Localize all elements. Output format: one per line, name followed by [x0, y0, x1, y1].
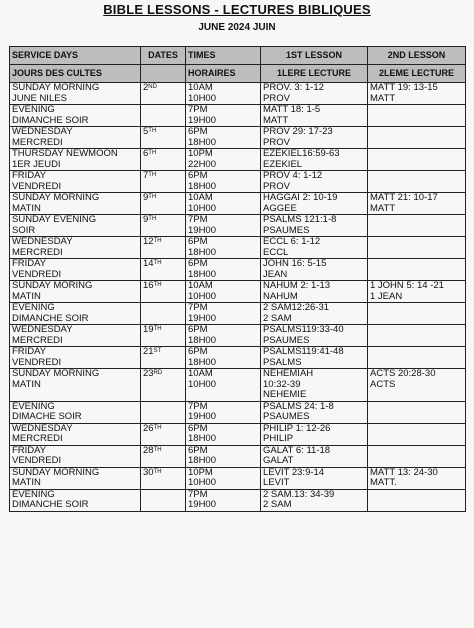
time-cell [186, 303, 261, 325]
first-lesson-cell [261, 127, 368, 149]
date-number: 16 [143, 280, 154, 291]
first-lesson-cell [261, 423, 368, 445]
time-cell [186, 401, 261, 423]
first-lesson-cell-line: PROV [263, 92, 290, 104]
header-horaires: HORAIRES [186, 65, 261, 83]
time-cell-line: 10H00 [188, 290, 216, 302]
time-cell [186, 149, 261, 171]
date-cell [141, 193, 186, 215]
service-day-cell-line: MATIN [12, 378, 41, 390]
time-cell-line: 18H00 [188, 356, 216, 368]
date-number: 9 [143, 214, 149, 225]
table-row [10, 193, 466, 215]
date-number: 30 [143, 467, 154, 478]
time-cell-line: 18H00 [188, 180, 216, 192]
service-day-cell-line: WEDNESDAY [12, 324, 73, 335]
time-cell-line: 19H00 [188, 411, 216, 422]
service-day-cell-line: EVENING [12, 489, 55, 500]
header-service-days: SERVICE DAYS [10, 47, 141, 65]
service-day-cell-line: WEDNESDAY [12, 423, 73, 434]
second-lesson-cell [368, 423, 466, 445]
first-lesson-cell-line: PSALMS 24: 1-8 [263, 401, 334, 412]
second-lesson-cell [368, 325, 466, 347]
service-day-cell [10, 347, 141, 369]
date-number: 6 [143, 148, 149, 159]
date-suffix: TH [153, 468, 162, 475]
table-row [10, 127, 466, 149]
first-lesson-cell-line: NEHEMIAH [263, 368, 314, 379]
service-day-cell [10, 369, 141, 402]
date-cell [141, 423, 186, 445]
service-day-cell [10, 467, 141, 489]
service-day-cell-line: FRIDAY [12, 346, 47, 357]
first-lesson-cell [261, 325, 368, 347]
second-lesson-cell [368, 281, 466, 303]
service-day-cell-line: MATIN [12, 290, 41, 302]
header-premiere-lecture: 1LERE LECTURE [261, 65, 368, 83]
second-lesson-cell [368, 171, 466, 193]
first-lesson-cell [261, 281, 368, 303]
first-lesson-cell-line: MATT [263, 114, 289, 126]
time-cell-line: 18H00 [188, 433, 216, 444]
first-lesson-cell [261, 489, 368, 511]
first-lesson-cell-line: 2 SAM [263, 312, 292, 324]
table-row [10, 281, 466, 303]
date-suffix: ST [153, 348, 162, 354]
time-cell-line: 6PM [188, 258, 208, 269]
service-day-cell-line: DIMANCHE SOIR [12, 114, 89, 126]
first-lesson-cell-line: PSALMS119:33-40 [263, 324, 344, 335]
table-row [10, 347, 466, 369]
first-lesson-cell [261, 171, 368, 193]
service-day-cell-line: FRIDAY [12, 170, 47, 181]
date-cell [141, 105, 186, 127]
second-lesson-cell-line: ACTS [370, 378, 396, 390]
date-cell [141, 149, 186, 171]
first-lesson-cell [261, 105, 368, 127]
service-day-cell-line: MERCREDI [12, 246, 63, 258]
time-cell [186, 259, 261, 281]
first-lesson-cell [261, 83, 368, 105]
second-lesson-cell [368, 445, 466, 467]
time-cell-line: 6PM [188, 236, 208, 247]
service-day-cell-line: SOIR [12, 224, 36, 236]
time-cell-line: 10PM [188, 467, 213, 478]
first-lesson-cell-line: PSAUMES [263, 224, 310, 236]
time-cell-line: 10H00 [188, 378, 216, 390]
time-cell-line: 18H00 [188, 268, 216, 280]
service-day-cell-line: 1ER JEUDI [12, 158, 61, 170]
header-first-lesson: 1ST LESSON [261, 47, 368, 65]
date-cell [141, 127, 186, 149]
first-lesson-cell-line: LEVIT [263, 477, 290, 488]
table-row [10, 369, 466, 402]
time-cell-line: 18H00 [188, 455, 216, 466]
second-lesson-cell-line: 1 JEAN [370, 290, 403, 302]
first-lesson-cell [261, 445, 368, 467]
time-cell-line: 10AM [188, 368, 213, 379]
time-cell-line: 19H00 [188, 224, 216, 236]
service-day-cell-line: DIMACHE SOIR [12, 411, 82, 422]
second-lesson-cell [368, 149, 466, 171]
date-cell [141, 281, 186, 303]
service-day-cell-line: DIMANCHE SOIR [12, 499, 89, 510]
second-lesson-cell-line: MATT. [370, 477, 397, 488]
first-lesson-cell-line: ECCL 6: 1-12 [263, 236, 321, 247]
table-row [10, 489, 466, 511]
first-lesson-cell [261, 369, 368, 402]
first-lesson-cell-line: EZEKIEL [263, 158, 303, 170]
date-suffix: TH [153, 260, 162, 266]
second-lesson-cell-line: ACTS 20:28-30 [370, 368, 436, 379]
service-day-cell [10, 127, 141, 149]
first-lesson-cell-line: PROV [263, 136, 290, 148]
service-day-cell [10, 489, 141, 511]
time-cell-line: 10AM [188, 82, 213, 93]
second-lesson-cell [368, 489, 466, 511]
second-lesson-cell [368, 347, 466, 369]
date-suffix: ND [148, 84, 157, 90]
service-day-cell-line: MATIN [12, 202, 41, 214]
service-day-cell-line: EVENING [12, 401, 55, 412]
first-lesson-cell [261, 303, 368, 325]
service-day-cell-line: SUNDAY MORNING [12, 368, 100, 379]
service-day-cell-line: FRIDAY [12, 445, 47, 456]
service-day-cell-line: DIMANCHE SOIR [12, 312, 89, 324]
first-lesson-cell-line: AGGEE [263, 202, 297, 214]
time-cell [186, 489, 261, 511]
first-lesson-cell-line: NEHEMIE [263, 389, 307, 400]
table-row [10, 401, 466, 423]
second-lesson-cell [368, 127, 466, 149]
date-suffix: TH [148, 194, 157, 200]
header-row-english [10, 47, 466, 65]
service-day-cell [10, 445, 141, 467]
first-lesson-cell-line: PSALMS [263, 356, 302, 368]
first-lesson-cell [261, 347, 368, 369]
second-lesson-cell [368, 193, 466, 215]
first-lesson-cell-line: EZEKIEL16:59-63 [263, 148, 340, 159]
first-lesson-cell-line: PROV 29: 17-23 [263, 126, 333, 137]
time-cell-line: 7PM [188, 104, 208, 115]
time-cell-line: 7PM [188, 302, 208, 313]
header-deuxieme-lecture: 2LEME LECTURE [368, 65, 466, 83]
time-cell [186, 325, 261, 347]
table-row [10, 83, 466, 105]
first-lesson-cell-line: HAGGAI 2: 10-19 [263, 192, 338, 203]
service-day-cell [10, 423, 141, 445]
date-cell [141, 303, 186, 325]
date-number: 28 [143, 445, 154, 456]
first-lesson-cell [261, 215, 368, 237]
first-lesson-cell [261, 259, 368, 281]
first-lesson-cell-line: PHILIP [263, 433, 294, 444]
time-cell-line: 10PM [188, 148, 213, 159]
service-day-cell-line: VENDREDI [12, 455, 62, 466]
date-number: 23 [143, 368, 154, 379]
second-lesson-cell [368, 303, 466, 325]
time-cell [186, 105, 261, 127]
service-day-cell [10, 259, 141, 281]
date-cell [141, 401, 186, 423]
second-lesson-cell-line: MATT 21: 10-17 [370, 192, 438, 203]
table-row [10, 171, 466, 193]
table-row [10, 105, 466, 127]
first-lesson-cell-line: NAHUM [263, 290, 298, 302]
service-day-cell-line: VENDREDI [12, 180, 62, 192]
date-cell [141, 237, 186, 259]
first-lesson-cell [261, 237, 368, 259]
first-lesson-cell-line: PROV 4: 1-12 [263, 170, 323, 181]
date-cell [141, 259, 186, 281]
service-day-cell-line: THURSDAY NEWMOON [12, 148, 118, 159]
time-cell-line: 6PM [188, 324, 208, 335]
service-day-cell-line: MERCREDI [12, 334, 63, 346]
service-day-cell [10, 171, 141, 193]
first-lesson-cell-line: JOHN 16: 5-15 [263, 258, 327, 269]
first-lesson-cell-line: JEAN [263, 268, 288, 280]
date-number: 12 [143, 236, 154, 247]
service-day-cell-line: EVENING [12, 302, 55, 313]
service-day-cell-line: JUNE NILES [12, 92, 67, 104]
table-row [10, 445, 466, 467]
first-lesson-cell-line: LEVIT 23:9-14 [263, 467, 325, 478]
time-cell-line: 19H00 [188, 312, 216, 324]
time-cell [186, 347, 261, 369]
time-cell-line: 10AM [188, 280, 213, 291]
time-cell-line: 19H00 [188, 499, 216, 510]
first-lesson-cell-line: PROV. 3: 1-12 [263, 82, 324, 93]
date-cell [141, 171, 186, 193]
service-day-cell [10, 83, 141, 105]
service-day-cell [10, 105, 141, 127]
time-cell [186, 215, 261, 237]
time-cell-line: 6PM [188, 423, 208, 434]
time-cell-line: 10H00 [188, 92, 216, 104]
time-cell-line: 7PM [188, 214, 208, 225]
first-lesson-cell-line: 2 SAM [263, 499, 292, 510]
header-dates-fr [141, 65, 186, 83]
table-row [10, 303, 466, 325]
second-lesson-cell [368, 467, 466, 489]
second-lesson-cell-line: MATT 13: 24-30 [370, 467, 438, 478]
date-cell [141, 347, 186, 369]
service-day-cell [10, 303, 141, 325]
date-number: 14 [143, 258, 154, 269]
time-cell-line: 10H00 [188, 202, 216, 214]
time-cell-line: 10H00 [188, 477, 216, 488]
header-dates: DATES [141, 47, 186, 65]
time-cell [186, 369, 261, 402]
date-suffix: TH [148, 216, 157, 222]
header-jours: JOURS DES CULTES [10, 65, 141, 83]
page-subtitle: JUNE 2024 JUIN [198, 22, 276, 33]
first-lesson-cell [261, 149, 368, 171]
date-number: 7 [143, 170, 149, 181]
time-cell-line: 6PM [188, 170, 208, 181]
service-day-cell-line: FRIDAY [12, 258, 47, 269]
date-cell [141, 445, 186, 467]
service-day-cell-line: WEDNESDAY [12, 236, 73, 247]
first-lesson-cell-line: PSALMS119:41-48 [263, 346, 344, 357]
service-day-cell-line: SUNDAY MORNING [12, 192, 100, 203]
service-day-cell-line: VENDREDI [12, 268, 62, 280]
first-lesson-cell [261, 401, 368, 423]
date-cell [141, 489, 186, 511]
service-day-cell [10, 281, 141, 303]
service-day-cell-line: SUNDAY MORING [12, 280, 93, 291]
second-lesson-cell-line: 1 JOHN 5: 14 -21 [370, 280, 444, 291]
time-cell [186, 127, 261, 149]
service-day-cell-line: EVENING [12, 104, 55, 115]
lessons-table [9, 46, 466, 512]
second-lesson-cell [368, 237, 466, 259]
table-row [10, 237, 466, 259]
date-cell [141, 83, 186, 105]
date-suffix: TH [148, 128, 157, 134]
second-lesson-cell [368, 83, 466, 105]
service-day-cell [10, 193, 141, 215]
first-lesson-cell-line: ECCL [263, 246, 289, 258]
first-lesson-cell-line: 2 SAM12:26-31 [263, 302, 330, 313]
service-day-cell-line: VENDREDI [12, 356, 62, 368]
table-row [10, 325, 466, 347]
date-number: 21 [143, 346, 154, 357]
second-lesson-cell [368, 215, 466, 237]
first-lesson-cell-line: GALAT 6: 11-18 [263, 445, 331, 456]
date-suffix: TH [153, 326, 162, 332]
time-cell [186, 445, 261, 467]
time-cell [186, 193, 261, 215]
service-day-cell-line: SUNDAY MORNING [12, 467, 100, 478]
first-lesson-cell-line: GALAT [263, 455, 294, 466]
date-suffix: TH [153, 282, 162, 288]
second-lesson-cell [368, 401, 466, 423]
service-day-cell [10, 237, 141, 259]
time-cell-line: 18H00 [188, 246, 216, 258]
service-day-cell-line: SUNDAY EVENING [12, 214, 97, 225]
table-row [10, 215, 466, 237]
time-cell-line: 6PM [188, 126, 208, 137]
time-cell [186, 281, 261, 303]
time-cell [186, 423, 261, 445]
date-cell [141, 325, 186, 347]
second-lesson-cell [368, 259, 466, 281]
date-cell [141, 369, 186, 402]
time-cell-line: 10AM [188, 192, 213, 203]
date-suffix: TH [153, 238, 162, 244]
time-cell-line: 6PM [188, 445, 208, 456]
time-cell-line: 19H00 [188, 114, 216, 126]
header-times: TIMES [186, 47, 261, 65]
first-lesson-cell-line: NAHUM 2: 1-13 [263, 280, 331, 291]
date-cell [141, 467, 186, 489]
date-number: 26 [143, 423, 154, 434]
second-lesson-cell [368, 369, 466, 402]
table-row [10, 423, 466, 445]
service-day-cell-line: SUNDAY MORNING [12, 82, 100, 93]
date-cell [141, 215, 186, 237]
first-lesson-cell-line: PHILIP 1: 12-26 [263, 423, 331, 434]
service-day-cell-line: MERCREDI [12, 433, 63, 444]
table-row [10, 467, 466, 489]
table-row [10, 259, 466, 281]
service-day-cell [10, 401, 141, 423]
service-day-cell [10, 325, 141, 347]
table-row [10, 149, 466, 171]
time-cell-line: 18H00 [188, 136, 216, 148]
date-suffix: TH [153, 446, 162, 453]
second-lesson-cell-line: MATT 19: 13-15 [370, 82, 438, 93]
time-cell [186, 467, 261, 489]
first-lesson-cell-line: PSAUMES [263, 411, 310, 422]
lessons-body [10, 83, 466, 512]
date-suffix: RD [153, 370, 163, 376]
first-lesson-cell [261, 467, 368, 489]
time-cell-line: 6PM [188, 346, 208, 357]
service-day-cell [10, 215, 141, 237]
first-lesson-cell-line: MATT 18: 1-5 [263, 104, 321, 115]
time-cell-line: 18H00 [188, 334, 216, 346]
first-lesson-cell [261, 193, 368, 215]
date-number: 5 [143, 126, 149, 137]
time-cell-line: 22H00 [188, 158, 216, 170]
date-number: 9 [143, 192, 149, 203]
service-day-cell [10, 149, 141, 171]
second-lesson-cell [368, 105, 466, 127]
time-cell-line: 7PM [188, 489, 208, 500]
second-lesson-cell-line: MATT [370, 92, 396, 104]
first-lesson-cell-line: PROV [263, 180, 290, 192]
time-cell-line: 7PM [188, 401, 208, 412]
first-lesson-cell-line: 2 SAM.13: 34-39 [263, 489, 335, 500]
service-day-cell-line: MATIN [12, 477, 41, 488]
service-day-cell-line: MERCREDI [12, 136, 63, 148]
date-number: 19 [143, 324, 154, 335]
service-day-cell-line: WEDNESDAY [12, 126, 73, 137]
first-lesson-cell-line: 10:32-39 [263, 378, 301, 390]
page-title: BIBLE LESSONS - LECTURES BIBLIQUES [103, 2, 371, 17]
second-lesson-cell-line: MATT [370, 202, 396, 214]
header-row-french [10, 65, 466, 83]
date-suffix: TH [148, 172, 157, 178]
header-second-lesson: 2ND LESSON [368, 47, 466, 65]
first-lesson-cell-line: PSALMS 121:1-8 [263, 214, 337, 225]
time-cell [186, 171, 261, 193]
date-suffix: TH [153, 424, 162, 431]
time-cell [186, 83, 261, 105]
first-lesson-cell-line: PSAUMES [263, 334, 310, 346]
date-number: 2 [143, 82, 149, 93]
date-suffix: TH [148, 150, 157, 156]
time-cell [186, 237, 261, 259]
